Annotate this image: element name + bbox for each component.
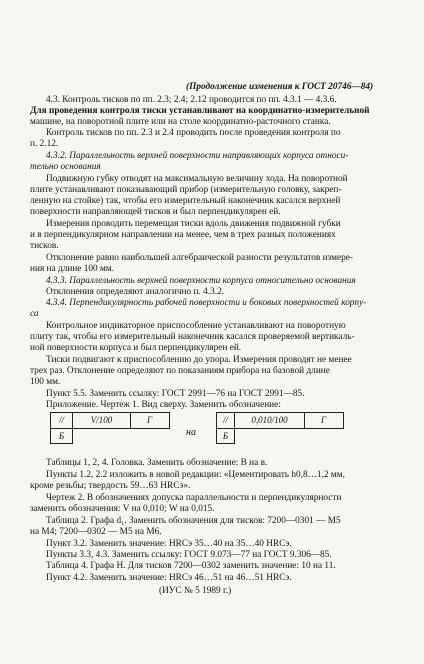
datum-box-old: Б xyxy=(50,429,73,444)
text-line: Отклонение равно наибольшей алгебраической разности результатов измере- xyxy=(46,253,353,263)
text-line: 4.3. Контроль тисков по пп. 2.3; 2.4; 2.12 проводится по пп. 4.3.1 — 4.3.6. xyxy=(46,95,337,105)
tolerance-value: V/100 xyxy=(73,413,131,428)
tolerance-frame-old xyxy=(50,412,170,429)
text-line: ной поверхности корпуса и был перпендикулярен ей. xyxy=(30,343,242,353)
text-line: ния на длине 100 мм. xyxy=(30,264,115,274)
header-continuation: (Продолжение изменения к ГОСТ 20746—84) xyxy=(186,82,374,92)
text-line: Таблица 2. Графа d₁. Заменить обозначения для тисков: 7200—0301 — М5 xyxy=(46,516,341,526)
datum-box-new: Б xyxy=(216,429,235,444)
text-line: Пункты 3.3, 4.3. Заменить ссылку: ГОСТ 9.073—77 на ГОСТ 9.306—85. xyxy=(46,550,332,560)
text-line: Пункты 1.2, 2.2 изложить в новой редакции: «Цементировать h0,8…1,2 мм, xyxy=(46,470,345,480)
text-line: и в перпендикулярном направлении на менее, чем в трех разных положениях xyxy=(30,230,336,240)
text-line: 100 мм. xyxy=(30,377,61,387)
section-heading: 4.3.2. Параллельность верхней поверхности направляющих корпуса относи- xyxy=(46,151,349,161)
text-line: Таблицы 1, 2, 4. Головка. Заменить обозначение: В на в. xyxy=(46,458,268,468)
text-line: Пункт 5.5. Заменить ссылку: ГОСТ 2991—76 на ГОСТ 2991—85. xyxy=(46,389,305,399)
text-line: плите устанавливают показывающий прибор (измерительную головку, закреп- xyxy=(30,185,342,195)
text-line: машине, на поворотной плите или на столе координатно-расточного станка. xyxy=(30,117,331,127)
text-line: ленную на стойке) так, чтобы его измерительный наконечник касался верхней xyxy=(30,196,341,206)
tolerance-frame-new xyxy=(216,412,344,429)
datum-letter: Г xyxy=(320,415,327,425)
text-line: Пункт 4.2. Заменить значение: HRCэ 46…51 на 46…51 HRCэ. xyxy=(46,573,292,583)
text-line: Контрольное индикаторное приспособление устанавливают на поворотную xyxy=(46,321,346,331)
text-line: кроме резьбы; твердость 59…63 HRCэ». xyxy=(30,481,191,491)
text-line: заменить обозначения: V на 0,010; W на 0,015. xyxy=(30,504,215,514)
text-line: п. 2.12. xyxy=(30,139,59,149)
section-heading: 4.3.3. Параллельность верхней поверхности корпуса относительно основания xyxy=(46,276,356,286)
text-line: Для проведения контроля тиски устанавливают на координатно-измерительной xyxy=(30,106,370,116)
text-line: Контроль тисков по пп. 2.3 и 2.4 проводить после проведения контроля по xyxy=(46,128,341,138)
datum-letter: Г xyxy=(146,415,153,425)
text-line: Таблица 4. Графа Н. Для тисков 7200—0302 заменить значение: 10 на 11. xyxy=(46,561,336,571)
parallel-symbol: // xyxy=(217,413,235,428)
na-connector: на xyxy=(186,427,196,438)
section-heading: 4.3.4. Перпендикулярность рабочей поверхности и боковых поверхностей корпу- xyxy=(46,298,367,308)
section-heading: са xyxy=(30,309,39,319)
source-reference: (ИУС № 5 1989 г.) xyxy=(159,586,232,596)
tolerance-value: 0,010/100 xyxy=(235,413,305,428)
text-line: поверхности направляющей тисков и был перпендикулярен ей. xyxy=(30,207,281,217)
section-heading: тельно основания xyxy=(30,162,101,172)
text-line: трех раз. Отклонение определяют по показаниям прибора на базовой длине xyxy=(30,366,330,376)
parallel-symbol: // xyxy=(51,413,73,428)
text-line: Приложение. Чертеж 1. Вид сверху. Заменить обозначение: xyxy=(46,400,281,410)
text-line: Подвижную губку отводят на максимальную величину хода. На поворотной xyxy=(46,174,348,184)
text-line: на М4; 7200—0302 — М5 на М6. xyxy=(30,527,162,537)
text-line: плиту так, чтобы его измерительный наконечник касался проверяемой вертикаль- xyxy=(30,332,355,342)
text-line: тисков. xyxy=(30,241,59,251)
text-line: Отклонения определяют аналогично п. 4.3.2. xyxy=(46,287,225,297)
text-line: Чертеж 2. В обозначениях допуска параллельности и перпендикулярности xyxy=(46,493,342,503)
text-line: Пункт 3.2. Заменить значение: HRCэ 35…40 на 35…40 HRCэ. xyxy=(46,539,292,549)
text-line: Тиски подвигают к приспособлению до упора. Измерения проводят не менее xyxy=(46,355,352,365)
text-line: Измерения проводить перемещая тиски вдоль движения подвижной губки xyxy=(46,219,341,229)
